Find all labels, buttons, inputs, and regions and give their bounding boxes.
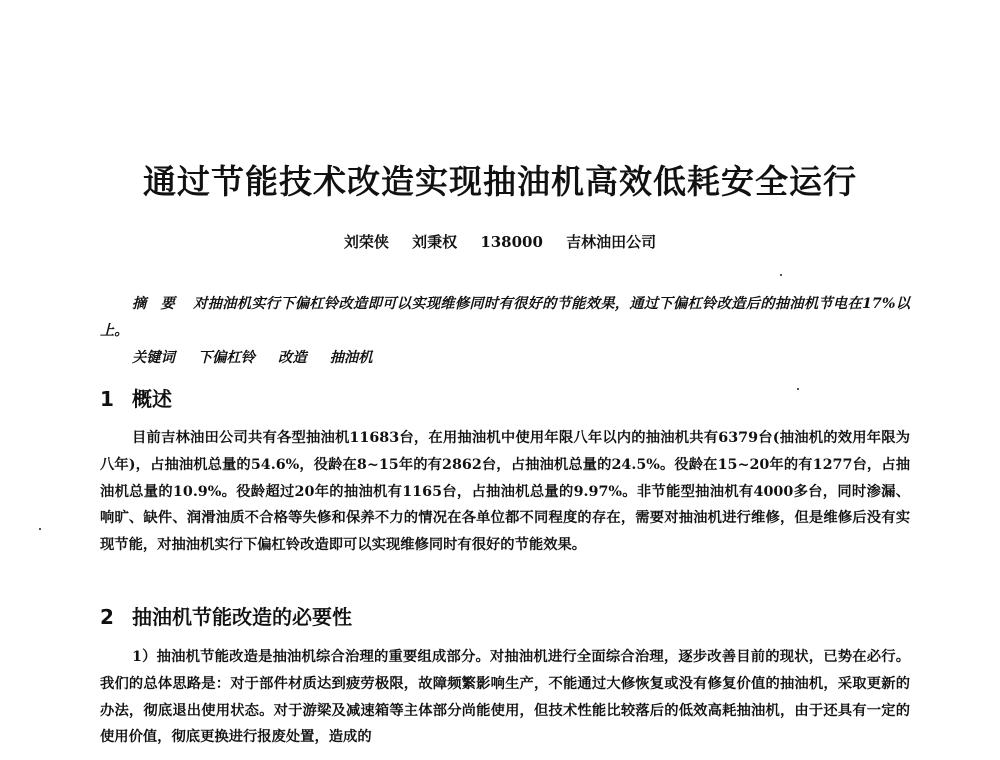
section-number-1: 1: [100, 387, 114, 411]
keyword-1: 下偏杠铃: [197, 350, 256, 366]
author-line: [0, 230, 1000, 254]
section-body-1: 目前吉林油田公司共有各型抽油机11683台，在用抽油机中使用年限八年以内的抽油机共有6379台(抽油机的效用年限为八年)，占抽油机总量的54.6%，役龄在8~15年的有2862台，占抽油机总量的24.5%。役龄在15~20年的有1277台，占抽油机总量的10.9%。役龄超过20年的抽油机有1165台，占抽油机总量的9.97%。非节能型抽油机有4000多台，同时渗漏、响旷、缺件、润滑油质不合格等失修和保养不力的情况在各单位都不同程度的存在，需要对抽油机进行维修，但是维修后没有实现节能，对抽油机实行下偏杠铃改造即可以实现维修同时有很好的节能效果。: [100, 430, 910, 554]
author-1: 刘荣侠: [343, 233, 389, 251]
keywords-label: 关键词: [132, 350, 175, 366]
keyword-3: 抽油机: [329, 350, 373, 366]
abstract-text: 对抽油机实行下偏杠铃改造即可以实现维修同时有很好的节能效果，通过下偏杠铃改造后的抽油机节电在17%以上。: [100, 296, 911, 339]
paper-title: 通过节能技术改造实现抽油机高效低耗安全运行: [143, 162, 857, 201]
section-title-1: 概述: [132, 387, 172, 411]
affiliation: 吉林油田公司: [566, 233, 657, 251]
scan-speck: [797, 388, 799, 390]
abstract-label: 摘要: [132, 296, 190, 312]
section-heading-1: [100, 385, 172, 413]
section-heading-2: [100, 603, 352, 631]
abstract: [100, 291, 910, 345]
scan-speck: [39, 528, 41, 530]
section-number-2: 2: [100, 605, 114, 629]
postal-code: 138000: [480, 233, 543, 251]
keywords: [132, 345, 373, 372]
section-body-2: 1）抽油机节能改造是抽油机综合治理的重要组成部分。对抽油机进行全面综合治理，逐步改善目前的现状，已势在必行。我们的总体思路是：对于部件材质达到疲劳极限，故障频繁影响生产，不能通过大修恢复或没有修复价值的抽油机，采取更新的办法，彻底退出使用状态。对于游梁及减速箱等主体部分尚能使用，但技术性能比较落后的低效高耗抽油机，由于还具有一定的使用价值，彻底更换进行报废处置，造成的: [100, 649, 910, 746]
scan-speck: [780, 274, 782, 276]
section-title-2: 抽油机节能改造的必要性: [132, 605, 352, 629]
keyword-2: 改造: [278, 350, 307, 366]
author-2: 刘秉权: [412, 233, 458, 251]
